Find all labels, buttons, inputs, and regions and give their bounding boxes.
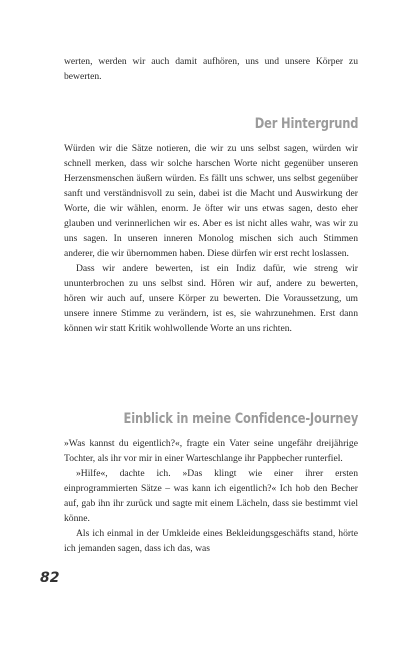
section-body-confidence-journey [64,436,358,556]
body-paragraph: »Hilfe«, dachte ich. »Das klingt wie einer ihrer ersten einprogrammierten Sätze – was kann ich eigentlich?« Ich hob den Becher auf, gab ihn ihr zurück und sagte mit einem Lächeln, dass sie bestimmt viel könne. [64,468,358,524]
section-body-hintergrund [64,141,358,336]
section-heading-hintergrund: Der Hintergrund [254,116,358,132]
body-paragraph: Würden wir die Sätze notieren, die wir zu uns selbst sagen, würden wir schnell merken, dass wir solche harschen Worte nicht gegenüber unseren Herzensmenschen äußern würden. Es fällt uns schwer, uns selbst gegenüber sanft und verständnisvoll zu sein, dabei ist die Macht und Auswirkung der Worte, die wir wählen, enorm. Je öfter wir uns etwas sagen, desto eher glauben und verinnerlichen wir es. Aber es ist nicht alles wahr, was wir zu uns sagen. In unseren inneren Monolog mischen sich auch Stimmen anderer, die wir übernommen haben. Diese dürfen wir erst recht loslassen. [64,143,358,259]
body-paragraph: Als ich einmal in der Umkleide eines Bekleidungsgeschäfts stand, hörte ich jemanden sagen, dass ich das, was [64,528,358,554]
page-number: 82 [40,570,60,586]
body-paragraph: »Was kannst du eigentlich?«, fragte ein Vater seine ungefähr dreijährige Tochter, als ihr vor mir in einer Warteschlange ihr Pappbecher runterfiel. [64,438,358,464]
intro-text: werten, werden wir auch damit aufhören, uns und unsere Körper zu bewerten. [64,56,358,82]
intro-paragraph [64,54,358,84]
body-paragraph: Dass wir andere bewerten, ist ein Indiz dafür, wie streng wir ununterbrochen zu uns selbst sind. Hören wir auf, andere zu bewerten, hören wir auch auf, unsere Körper zu bewerten. Die Voraussetzung, um unsere innere Stimme zu verändern, ist es, sie wahrzunehmen. Erst dann können wir statt Kritik wohlwollende Worte an uns richten. [64,263,358,334]
section-heading-confidence-journey: Einblick in meine Confidence-Journey [123,411,358,427]
